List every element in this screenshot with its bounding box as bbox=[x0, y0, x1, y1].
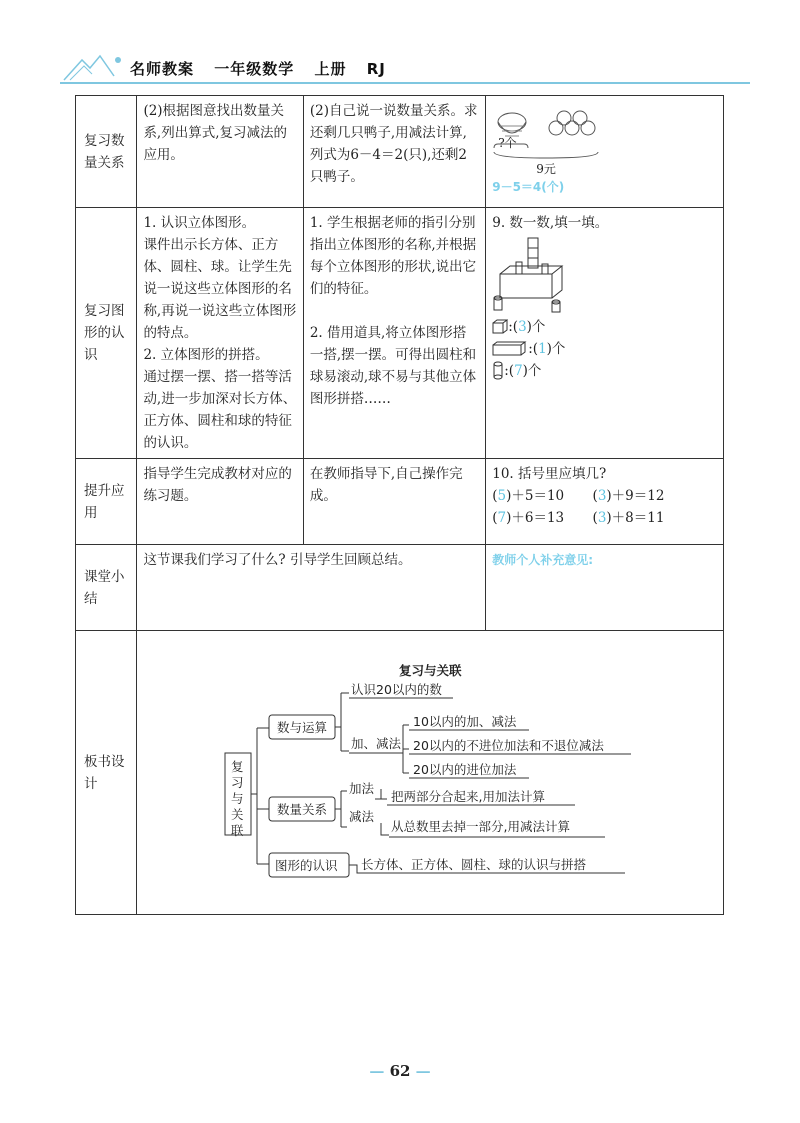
branch-label: 图形的认识 bbox=[275, 858, 338, 873]
student-cell: (2)自己说一说数量关系。求还剩几只鸭子,用减法计算,列式为6－4＝2(只),还剩2只鸭子。 bbox=[303, 96, 485, 208]
student-line: 1. 学生根据老师的指引分别指出立体图形的名称,并根据每个立体图形的形状,说出它们的特征。 bbox=[309, 215, 477, 297]
teacher-cell: 指导学生完成教材对应的练习题。 bbox=[137, 459, 303, 545]
table-row bbox=[76, 208, 724, 459]
row-label: 提升应用 bbox=[76, 459, 137, 545]
b2-add: 加法 bbox=[349, 781, 375, 796]
basket-illustration bbox=[492, 100, 712, 170]
count-line-cylinder bbox=[492, 360, 717, 382]
count-value: 3 bbox=[518, 319, 527, 335]
b1-top: 认识20以内的数 bbox=[351, 682, 443, 697]
count-prefix: :( bbox=[528, 341, 539, 357]
count-suffix: )个 bbox=[546, 341, 566, 357]
b1-sub: 10以内的加、减法 bbox=[413, 714, 517, 729]
exercise-cell bbox=[486, 459, 724, 545]
table-row bbox=[76, 459, 724, 545]
cylinder-icon bbox=[492, 361, 504, 381]
b1-mid: 加、减法 bbox=[351, 736, 402, 751]
cuboid-icon bbox=[492, 341, 528, 357]
branch-label: 数与运算 bbox=[277, 720, 328, 735]
cube-icon bbox=[492, 319, 508, 335]
equation-text: )＋5＝10 bbox=[506, 488, 565, 504]
row-label: 板书设计 bbox=[76, 631, 137, 915]
root-char: 联 bbox=[231, 823, 244, 838]
equation-row: (5)＋5＝10 (3)＋9＝12 bbox=[492, 488, 665, 504]
root-char: 与 bbox=[231, 791, 244, 806]
equation-answer: 7 bbox=[497, 510, 507, 526]
b3-desc: 长方体、正方体、圆柱、球的认识与拼搭 bbox=[361, 857, 587, 872]
row-label: 课堂小结 bbox=[76, 545, 137, 631]
exercise-title: 9. 数一数,填一填。 bbox=[492, 215, 609, 231]
student-line: 2. 借用道具,将立体图形搭一搭,摆一摆。可得出圆柱和球易滚动,球不易与其他立体图形拼搭…… bbox=[309, 325, 477, 407]
count-value: 1 bbox=[538, 341, 547, 357]
teacher-line: 2. 立体图形的拼搭。 bbox=[143, 347, 269, 363]
equation-answer: 5 bbox=[497, 488, 507, 504]
exercise-cell bbox=[486, 96, 724, 208]
count-prefix: :( bbox=[508, 319, 519, 335]
header-title bbox=[130, 58, 400, 79]
teacher-cell: (2)根据图意找出数量关系,列出算式,复习减法的应用。 bbox=[137, 96, 303, 208]
table-row bbox=[76, 96, 724, 208]
root-char: 复 bbox=[231, 759, 244, 774]
teacher-note-label: 教师个人补充意见: bbox=[492, 553, 594, 567]
summary-cell: 这节课我们学习了什么? 引导学生回顾总结。 bbox=[137, 545, 486, 631]
teacher-line: 课件出示长方体、正方体、圆柱、球。让学生先说一说这些立体图形的名称,再说一说这些立体图形的特点。 bbox=[143, 237, 297, 341]
board-title: 复习与关联 bbox=[399, 663, 462, 678]
table-row bbox=[76, 545, 724, 631]
header-book: 名师教案 bbox=[130, 60, 195, 78]
count-suffix: )个 bbox=[526, 319, 546, 335]
answer-equation: 9－5＝4(个) bbox=[492, 180, 565, 194]
count-prefix: :( bbox=[504, 363, 515, 379]
total-price: 9元 bbox=[536, 162, 556, 176]
count-line-cube bbox=[492, 316, 717, 338]
equation-answer: 3 bbox=[597, 510, 607, 526]
equation-answer: 3 bbox=[597, 488, 607, 504]
block-structure-illustration bbox=[492, 236, 572, 316]
unknown-count: ?个 bbox=[498, 136, 517, 150]
root-char: 习 bbox=[231, 775, 244, 790]
equation-row: (7)＋6＝13 (3)＋8＝11 bbox=[492, 510, 665, 526]
header-edition: RJ bbox=[366, 60, 386, 78]
teacher-cell bbox=[137, 208, 303, 459]
equation-text: )＋8＝11 bbox=[606, 510, 665, 526]
b2-sub-desc: 从总数里去掉一部分,用减法计算 bbox=[391, 819, 571, 834]
page-header bbox=[60, 50, 750, 86]
board-cell bbox=[137, 631, 724, 915]
equation-text: )＋9＝12 bbox=[606, 488, 665, 504]
page-footer: — 62 — bbox=[369, 1062, 431, 1080]
student-cell: 在教师指导下,自己操作完成。 bbox=[303, 459, 485, 545]
b1-sub: 20以内的进位加法 bbox=[413, 762, 517, 777]
lesson-table bbox=[75, 95, 724, 915]
teacher-line: 通过摆一摆、搭一搭等活动,进一步加深对长方体、正方体、圆柱和球的特征的认识。 bbox=[143, 369, 297, 451]
branch-label: 数量关系 bbox=[277, 802, 328, 817]
row-label: 复习数量关系 bbox=[76, 96, 137, 208]
board-design-diagram bbox=[137, 631, 717, 907]
exercise-title: 10. 括号里应填几? bbox=[492, 466, 607, 482]
note-cell bbox=[486, 545, 724, 631]
header-grade: 一年级数学 bbox=[214, 60, 295, 78]
student-cell bbox=[303, 208, 485, 459]
root-char: 关 bbox=[231, 807, 244, 822]
count-suffix: )个 bbox=[522, 363, 542, 379]
b1-sub: 20以内的不进位加法和不退位减法 bbox=[413, 738, 605, 753]
header-decoration bbox=[60, 50, 130, 86]
page-number: 62 bbox=[389, 1062, 411, 1080]
row-label: 复习图形的认识 bbox=[76, 208, 137, 459]
header-volume: 上册 bbox=[314, 60, 347, 78]
header-rule bbox=[60, 82, 750, 84]
count-value: 7 bbox=[514, 363, 523, 379]
b2-add-desc: 把两部分合起来,用加法计算 bbox=[391, 789, 546, 804]
b2-sub: 减法 bbox=[349, 809, 375, 824]
count-line-cuboid bbox=[492, 338, 717, 360]
equation-text: )＋6＝13 bbox=[506, 510, 565, 526]
teacher-line: 1. 认识立体图形。 bbox=[143, 215, 256, 231]
table-row bbox=[76, 631, 724, 915]
exercise-cell bbox=[486, 208, 724, 459]
